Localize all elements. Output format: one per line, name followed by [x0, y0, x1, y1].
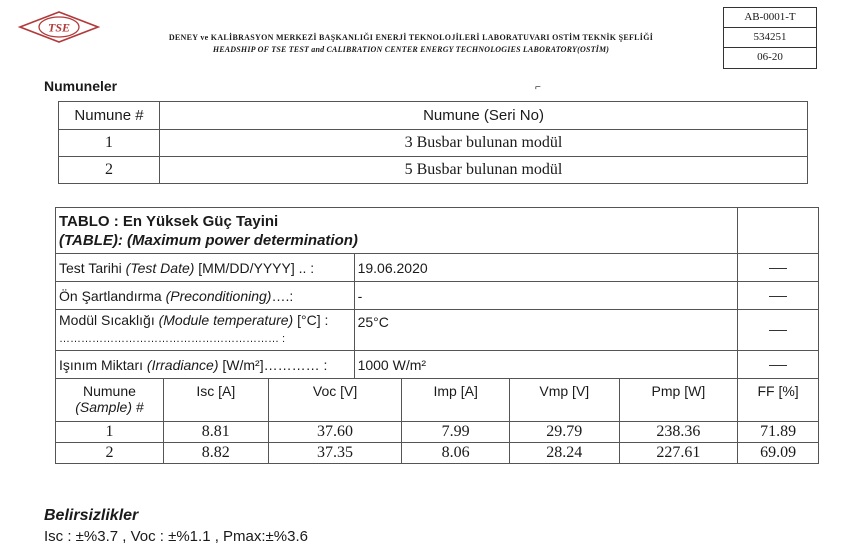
document-code: AB-0001-T: [744, 11, 796, 23]
cell-sample: 1: [56, 422, 164, 443]
samples-table: [58, 101, 808, 184]
table-row: [56, 422, 819, 443]
uncertainty-title: Belirsizlikler: [44, 507, 139, 524]
condition-value: 25°C: [354, 310, 738, 351]
document-code-box: [723, 7, 817, 69]
table-title-side-cell: [738, 208, 819, 254]
sample-desc: 5 Busbar bulunan modül: [160, 157, 808, 184]
stray-mark: ⌐: [535, 82, 541, 93]
condition-label: Test Tarihi (Test Date) [MM/DD/YYYY] .. :: [56, 254, 355, 282]
table-title-tr: TABLO : En Yüksek Güç Tayini: [56, 208, 738, 231]
samples-header-row: [59, 102, 808, 130]
table-title-en: (TABLE): (Maximum power determination): [56, 230, 738, 254]
col-sample: Numune (Sample) #: [56, 379, 164, 422]
cell-isc: 8.82: [163, 443, 268, 464]
sample-desc: 3 Busbar bulunan modül: [160, 130, 808, 157]
institution-name-tr: DENEY ve KALİBRASYON MERKEZİ BAŞKANLIĞI ENERJİ TEKNOLOJİLERİ LABORATUVARI OSTİM TEKNİK ŞEFLİĞİ: [168, 33, 654, 42]
col-pmp: Pmp [W]: [619, 379, 738, 422]
cell-imp: 7.99: [402, 422, 510, 443]
samples-header-serial: Numune (Seri No): [160, 102, 808, 130]
table-row: [56, 443, 819, 464]
condition-row: [56, 282, 819, 310]
cell-voc: 37.35: [268, 443, 402, 464]
col-imp: Imp [A]: [402, 379, 510, 422]
cell-vmp: 29.79: [509, 422, 619, 443]
condition-value: 19.06.2020: [354, 254, 738, 282]
condition-mark: [738, 351, 819, 379]
table-row: [59, 130, 808, 157]
document-number: 534251: [724, 27, 816, 47]
dash-mark: [769, 296, 787, 298]
cell-ff: 69.09: [738, 443, 819, 464]
condition-row: [56, 310, 819, 351]
table-row: [59, 157, 808, 184]
measurement-header-row: [56, 379, 819, 422]
condition-value: 1000 W/m²: [354, 351, 738, 379]
cell-voc: 37.60: [268, 422, 402, 443]
sample-no: 1: [59, 130, 160, 157]
uncertainty-values: Isc : ±%3.7 , Voc : ±%1.1 , Pmax:±%3.6: [44, 528, 308, 545]
cell-pmp: 227.61: [619, 443, 738, 464]
institution-name-en: HEADSHIP OF TSE TEST and CALIBRATION CENTER ENERGY TECHNOLOGIES LABORATORY(OSTİM): [212, 45, 610, 54]
cell-isc: 8.81: [163, 422, 268, 443]
cell-pmp: 238.36: [619, 422, 738, 443]
condition-label: Işınım Miktarı (Irradiance) [W/m²]………… :: [56, 351, 355, 379]
col-voc: Voc [V]: [268, 379, 402, 422]
col-isc: Isc [A]: [163, 379, 268, 422]
dash-mark: [769, 268, 787, 270]
cell-vmp: 28.24: [509, 443, 619, 464]
condition-row: [56, 351, 819, 379]
cell-imp: 8.06: [402, 443, 510, 464]
document-revision: 06-20: [724, 47, 816, 67]
samples-title: Numuneler: [44, 78, 118, 94]
condition-row: [56, 254, 819, 282]
condition-mark: [738, 254, 819, 282]
cell-sample: 2: [56, 443, 164, 464]
condition-label: Modül Sıcaklığı (Module temperature) [°C] : …………………………………………………… :: [56, 310, 355, 351]
tse-logo: [18, 10, 100, 44]
col-ff: FF [%]: [738, 379, 819, 422]
col-vmp: Vmp [V]: [509, 379, 619, 422]
samples-header-no: Numune #: [59, 102, 160, 130]
condition-value: -: [354, 282, 738, 310]
condition-mark: [738, 282, 819, 310]
dash-mark: [769, 330, 787, 332]
condition-label: Ön Şartlandırma (Preconditioning)….:: [56, 282, 355, 310]
sample-no: 2: [59, 157, 160, 184]
tse-logo-text: TSE: [47, 20, 71, 35]
max-power-table: [55, 207, 819, 464]
cell-ff: 71.89: [738, 422, 819, 443]
condition-mark: [738, 310, 819, 351]
dash-mark: [769, 365, 787, 367]
